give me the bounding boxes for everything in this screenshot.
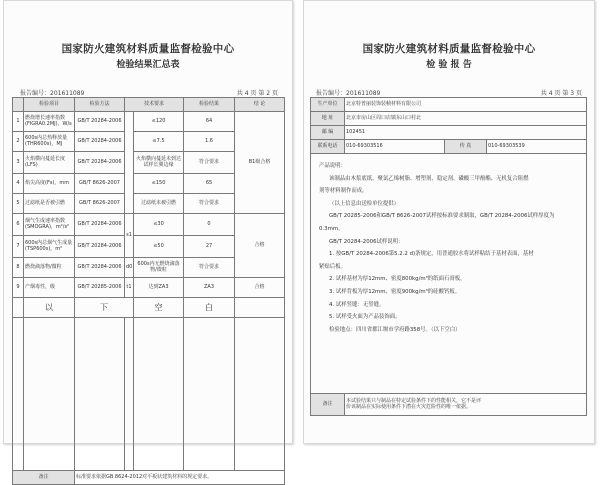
desc-line: 3. 试样背板为厚12mm、密度900kg/m³的硅酸钙板。 <box>329 288 461 295</box>
postcode-value: 102451 <box>345 126 587 140</box>
fax-value: 010-69303539 <box>487 140 587 154</box>
table-row: 7 600s内总烟气生成量(TSP600s)，m² GB/T 20284-2006 ≤50 27 <box>13 236 285 258</box>
table-row: 9 产烟毒性，级 GB/T 20285-2006 t1 达到ZA3 ZA3 合格 <box>13 278 285 298</box>
table-row: 5 过滤纸是否被引燃 GB/T 8626-2007 过滤纸未被引燃 符合要求 <box>13 194 285 214</box>
col-result-header: 检验结果 <box>184 98 235 112</box>
s1-class-cell: s1 <box>125 214 134 258</box>
col-requirement-header: 技术要求 <box>125 98 184 112</box>
desc-line: 1. 按GB/T 20284-2006第5.2.2 d)条规定，用普通胶水将试样粘结于基材表面，基材 <box>329 251 534 258</box>
note-row <box>13 471 285 485</box>
desc-line: GB/T 20285-2006和GB/T 8626-2007试样按标准要求制取，GB/T 20284-2006试样厚度为 <box>329 213 555 220</box>
table-row: 2 600s内总热释放量(THR600s)，MJ GB/T 20284-2006 ≤7.5 1.6 <box>13 132 285 152</box>
page1-org-title: 国家防火建筑材料质量监督检验中心 <box>61 43 235 55</box>
page1-report-number: 报告编号：201611089 <box>20 88 92 97</box>
col-no-header <box>13 98 24 112</box>
page2-report-number: 报告编号：201611089 <box>316 88 388 97</box>
desc-line: （以上信息由送检单位提供） <box>329 200 400 207</box>
page2-note-label: 备注 <box>311 394 345 416</box>
desc-line: 2. 试样基材为厚12mm、密度800kg/m³的纸面石膏板。 <box>329 276 466 283</box>
report-page <box>303 0 595 444</box>
note-row <box>311 394 587 416</box>
desc-line: 产品说明： <box>319 163 346 169</box>
phone-label: 联系电话 <box>311 140 345 154</box>
page1-page-info: 共 4 页 第 2 页 <box>236 90 278 97</box>
desc-line: 该制品由木浆底纸、聚氯乙烯树脂、增塑剂、稳定剂、磷酸三甲酚酯、无机复合阻燃 <box>329 175 529 182</box>
table-row: 6 烟气生成速率指数(SMOGRA)，m²/s² GB/T 20284-2006 s1 ≤30 0 合格 <box>13 214 285 236</box>
table-row: 1 燃烧增长速率指数(FIGRA0.2MJ)，W/s GB/T 20284-2006 ≤120 64 B1级合格 <box>13 112 285 132</box>
desc-line: 检验地点：四川省都江堰市学府路358号。（以下空白） <box>329 326 461 333</box>
page1-doc-title: 检验结果汇总表 <box>116 60 180 70</box>
address-label: 地 址 <box>311 112 345 126</box>
table-header-row <box>13 98 285 112</box>
t1-class-cell: t1 <box>125 278 134 298</box>
empty-area-row <box>13 318 285 471</box>
note-label: 备注 <box>13 471 75 485</box>
desc-line: 0.3mm。 <box>319 225 344 232</box>
desc-line: GB/T 20284-2006试样说明： <box>329 238 404 245</box>
address-value: 北京市房山区周口店镇东山口村北 <box>345 112 587 126</box>
phone-value: 010-69303516 <box>345 140 445 154</box>
page2-page-info: 共 4 页 第 3 页 <box>540 90 582 97</box>
description-cell <box>311 154 587 394</box>
page2-org-title: 国家防火建筑材料质量监督检验中心 <box>362 43 536 55</box>
table-row: 4 焰尖高度(Fs)，mm GB/T 8626-2007 ≤150 65 <box>13 174 285 194</box>
desc-line: 5. 试样受火面为产品装饰面。 <box>329 314 401 321</box>
desc-line: 剂等材料制作而成。 <box>319 188 368 195</box>
table-row: 8 燃烧滴落物/微粒 GB/T 20284-2006 d0 600s内无燃烧滴落物/微粒 符合要求 <box>13 258 285 278</box>
page2-note-text: 本试验结果只与制品在特定试验条件下的性能相关，它不是评 价该制品在实际使用条件下潜在火灾危险性的唯一依据。 <box>345 394 587 416</box>
postcode-label: 邮 编 <box>311 126 345 140</box>
col-item-header: 检验项目 <box>24 98 75 112</box>
class-b-group-cell <box>125 112 134 214</box>
blank-marker-row: 以 下 空 白 <box>13 298 285 318</box>
col-conclusion-header: 结 论 <box>235 98 285 112</box>
conclusion-pass-1: 合格 <box>235 214 285 278</box>
conclusion-b1: B1级合格 <box>235 112 285 214</box>
page2-doc-title: 检 验 报 告 <box>426 60 472 70</box>
producer-value: 北京特普丽装饰装帧材料有限公司 <box>345 98 587 112</box>
d0-class-cell: d0 <box>125 258 134 278</box>
desc-line: 4. 试样竖缝：无竖缝。 <box>329 301 385 308</box>
report-table <box>310 97 587 416</box>
note-text: 标准要求依据GB 8624-2012对平板状建筑材料的规定要求。 <box>75 471 285 485</box>
col-method-header: 检验方法 <box>75 98 125 112</box>
conclusion-pass-2: 合格 <box>235 278 285 298</box>
summary-page <box>3 0 293 480</box>
results-table <box>12 97 285 485</box>
table-row: 3 火焰横向蔓延长度(LFS) GB/T 20284-2006 火焰横向蔓延未到达试样长翼边缘 符合要求 <box>13 152 285 174</box>
fax-label: 传 真 <box>445 140 487 154</box>
desc-line: 紧贴后板。 <box>319 263 346 270</box>
producer-label: 生产单位 <box>311 98 345 112</box>
